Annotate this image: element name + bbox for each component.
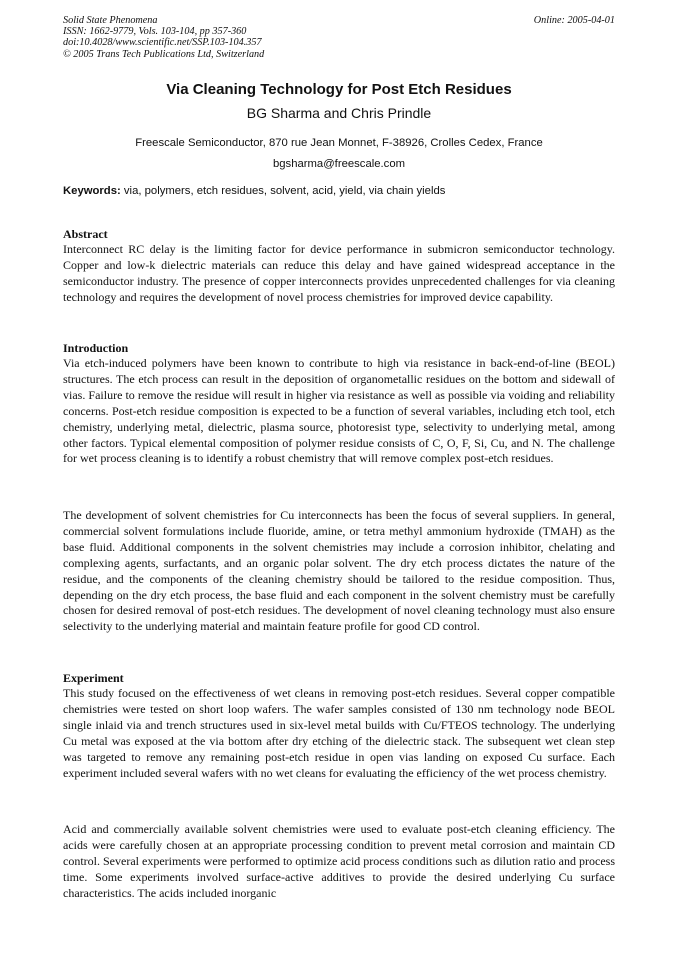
author-affiliation: Freescale Semiconductor, 870 rue Jean Monnet, F-38926, Crolles Cedex, France [135, 137, 543, 149]
paper-authors: BG Sharma and Chris Prindle [246, 105, 432, 121]
abstract-section [63, 226, 615, 306]
introduction-section [63, 340, 615, 467]
experiment-continued-section [63, 822, 615, 902]
paper-title: Via Cleaning Technology for Post Etch Residues [166, 81, 512, 98]
journal-header [63, 15, 615, 60]
introduction-paragraph-2: The development of solvent chemistries for Cu interconnects has been the focus of several suppliers. In general, commercial solvent formulations include fluoride, amine, or tetra methyl ammonium hydroxide (TMAH) as the base fluid. Additional components in the solvent chemistries may include a corrosion inhibitor, chelating and complexing agents, surfactants, and an organic polar solvent. The dry etch process dictates the nature of the residue, and the components of the cleaning chemistry should be tailored to the residue composition. Thus, depending on the dry etch process, the base fluid and each component in the solvent chemistry must be carefully chosen for desired removal of post-etch residues. The development of novel cleaning technology must also ensure selectivity to the underlying material and maintain feature profile for good CD control. [63, 508, 615, 634]
doi-line: doi:10.4028/www.scientific.net/SSP.103-104.357 [63, 37, 262, 49]
introduction-paragraph-1: Via etch-induced polymers have been known to contribute to high via resistance in back-end-of-line (BEOL) structures. The etch process can result in the deposition of organometallic residues on the bottom and sidewall of vias. Failure to remove the residue will result in higher via resistance as well as possible via voiding and reliability concerns. Post-etch residue composition is expected to be a function of several variables, including etch tool, etch chemistry, underlying metal, dielectric, plasma source, photoresist type, selectivity to underlying metal, among other factors. Typical elemental composition of polymer residue consists of C, O, F, Si, Cu, and N. The challenge for wet process cleaning is to identify a robust chemistry that will remove complex post-etch residues. [63, 356, 615, 466]
issn-line: ISSN: 1662-9779, Vols. 103-104, pp 357-360 [63, 26, 247, 38]
experiment-paragraph-1: This study focused on the effectiveness of wet cleans in removing post-etch residues. Several copper compatible chemistries were tested on short loop wafers. The wafer samples consisted of 130 nm technology node BEOL single inlaid via and trench structures used in six-level metal builds with Cu/FTEOS technology. The underlying Cu metal was exposed at the via bottom after dry etching of the dielectric stack. The subsequent wet clean step was targeted to remove any remaining post-etch residue in open vias landing on exposed Cu surface. Each experiment included several wafers with no wet cleans for evaluating the efficiency of the wet process chemistry. [63, 686, 615, 780]
abstract-heading: Abstract [63, 227, 108, 241]
journal-name: Solid State Phenomena [63, 15, 158, 26]
introduction-heading: Introduction [63, 341, 129, 355]
keywords-text: via, polymers, etch residues, solvent, acid, yield, via chain yields [120, 185, 446, 197]
experiment-heading: Experiment [63, 671, 124, 685]
experiment-section [63, 670, 615, 781]
experiment-paragraph-2: Acid and commercially available solvent chemistries were used to evaluate post-etch cleaning efficiency. The acids were carefully chosen at an appropriate processing condition to prevent metal corrosion and maintain CD control. Several experiments were performed to optimize acid process conditions such as dilution ratio and process time. Some experiments involved surface-active additives to provide the desired underlying Cu surface characteristics. The acids included inorganic [63, 822, 615, 900]
abstract-paragraph: Interconnect RC delay is the limiting factor for device performance in submicron semiconductor technology. Copper and low-k dielectric materials can reduce this delay and have gained widespread acceptance in the semiconductor industry. The presence of copper interconnects provides unprecedented challenges for via cleaning technology and requires the development of novel process chemistries for improved device capability. [63, 242, 615, 304]
online-date: Online: 2005-04-01 [533, 15, 615, 26]
author-email: bgsharma@freescale.com [272, 158, 406, 170]
keywords-label: Keywords: [63, 185, 121, 197]
copyright-line: © 2005 Trans Tech Publications Ltd, Switzerland [63, 48, 265, 60]
introduction-continued-section [63, 508, 615, 635]
keywords-line [63, 184, 615, 198]
